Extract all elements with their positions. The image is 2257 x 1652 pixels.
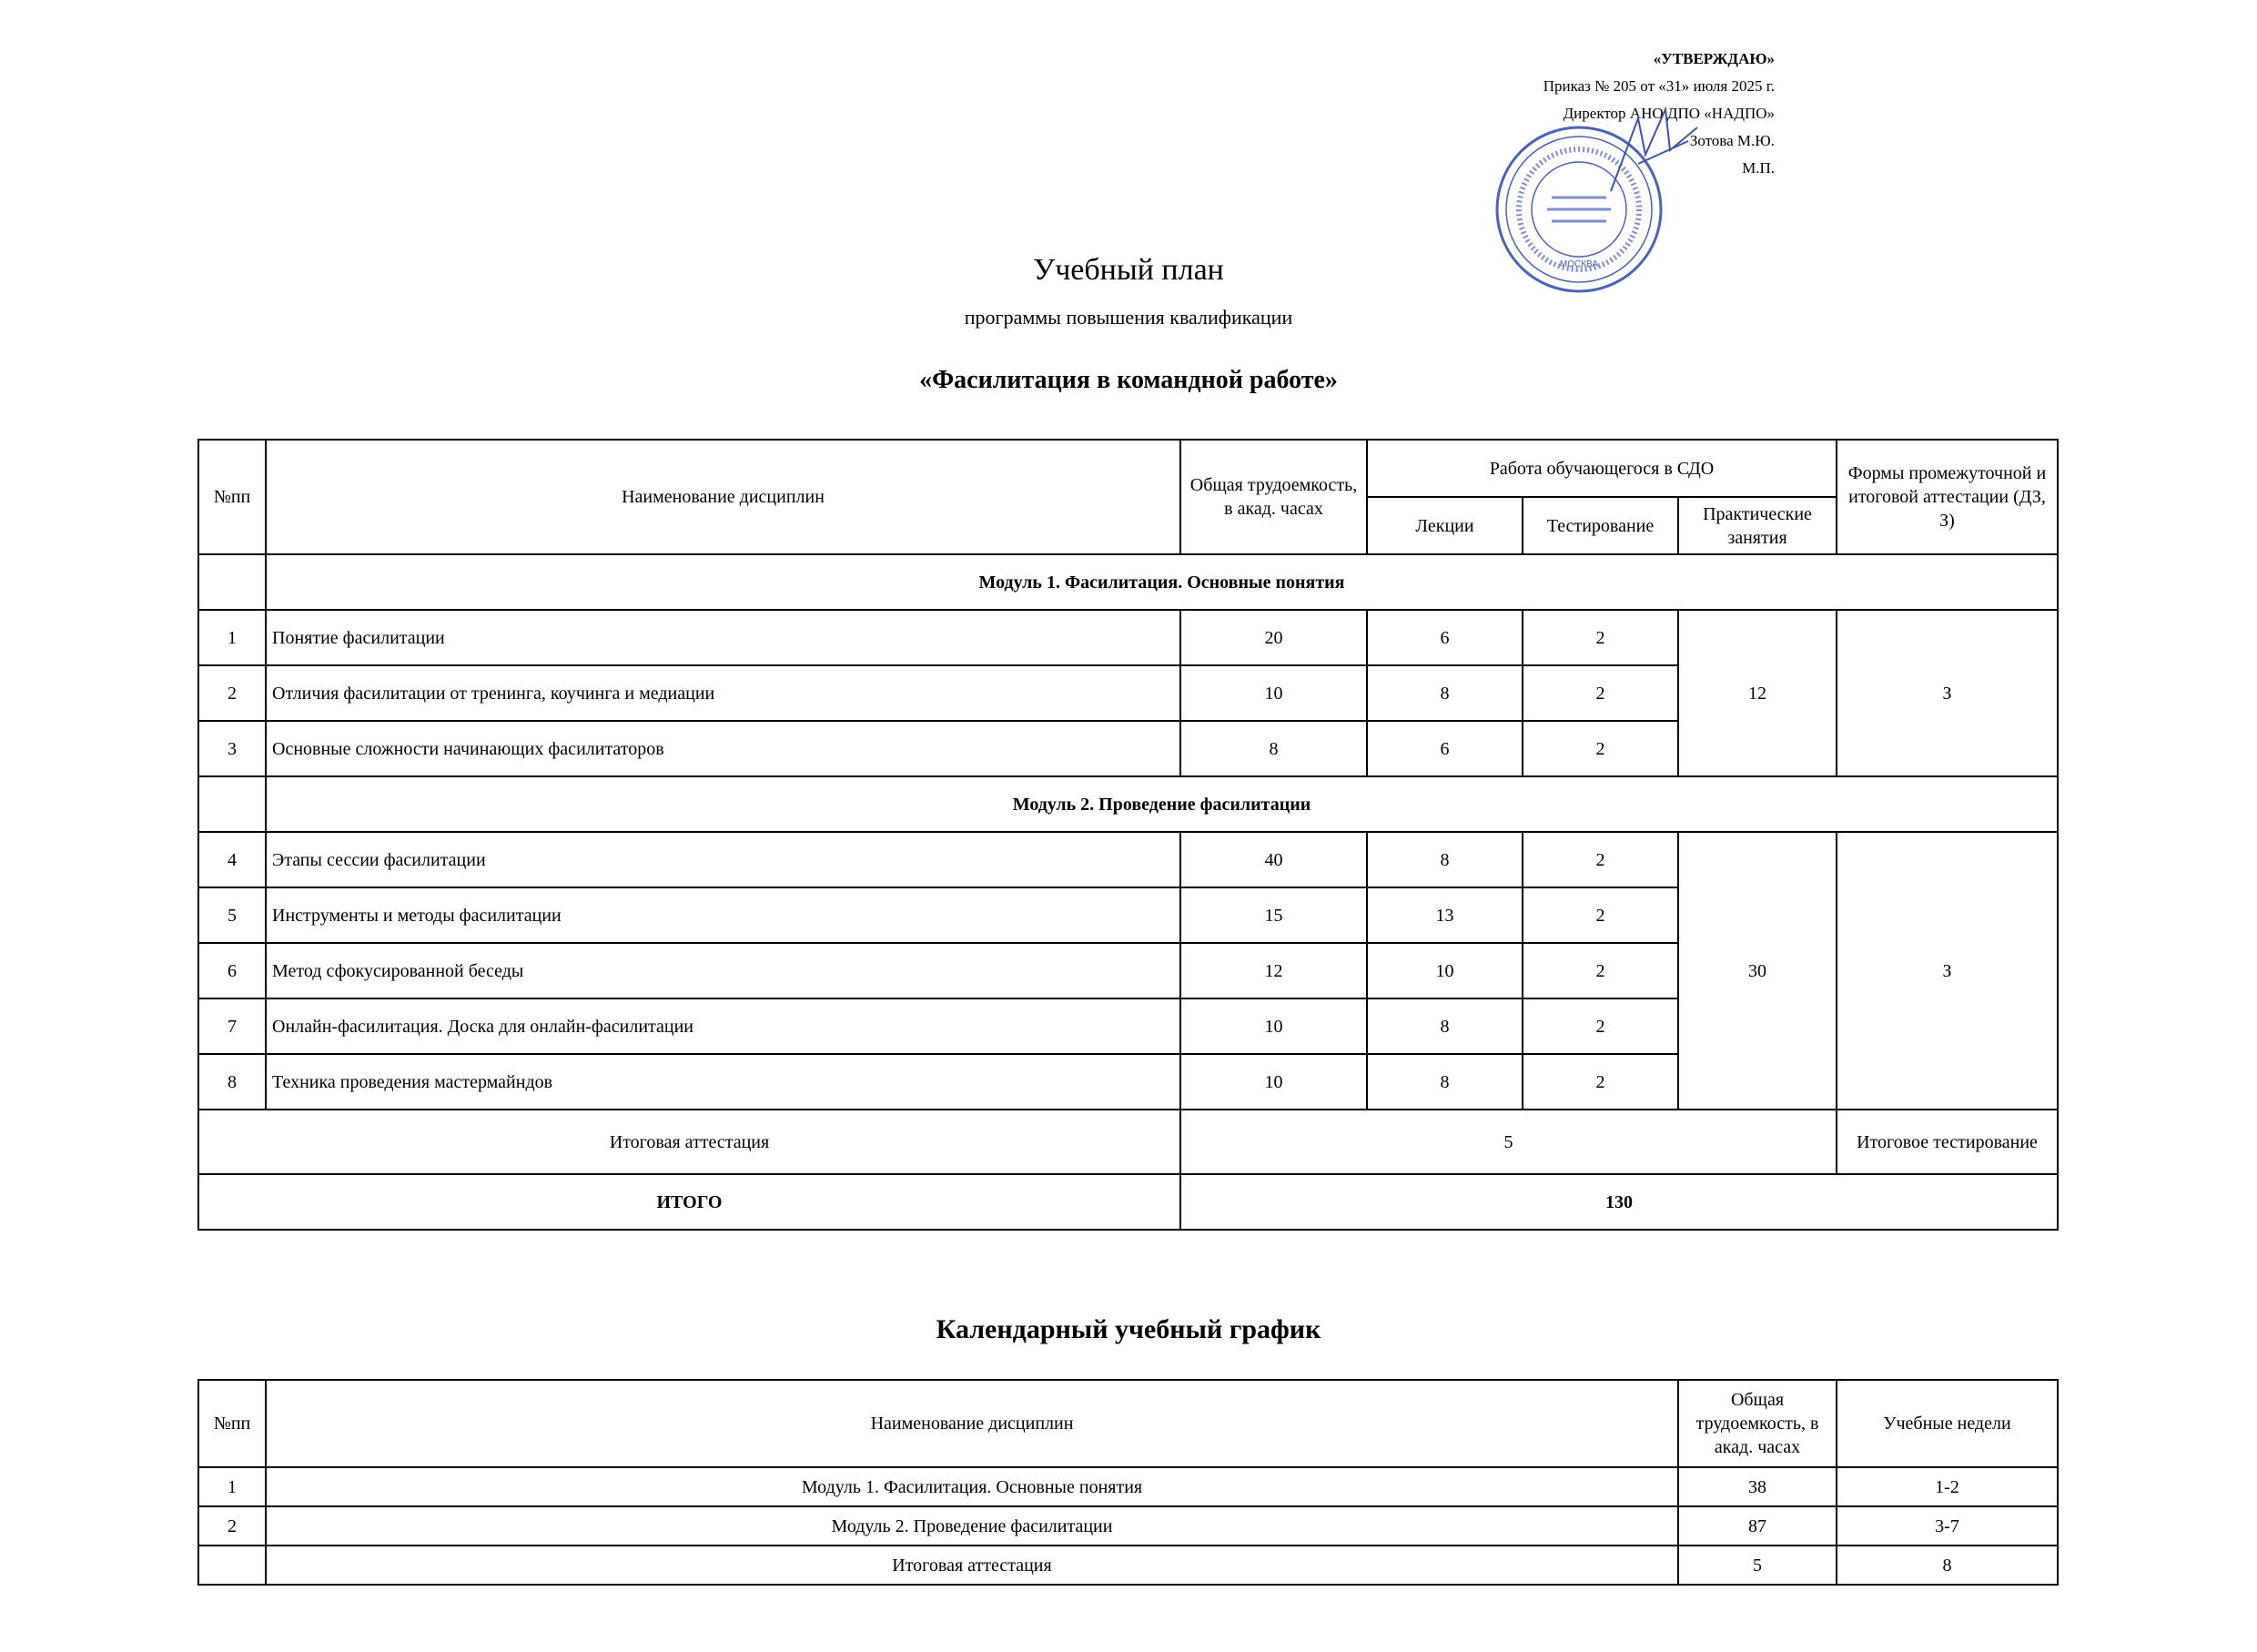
row-hours: 10 bbox=[1180, 1054, 1367, 1110]
row-num: 2 bbox=[198, 665, 266, 721]
module-title: Модуль 2. Проведение фасилитации bbox=[266, 776, 2058, 832]
schedule-row bbox=[198, 1546, 2058, 1585]
schedule-row-name: Модуль 1. Фасилитация. Основные понятия bbox=[266, 1467, 1678, 1506]
module-practice: 12 bbox=[1678, 610, 1837, 776]
schedule-row-num bbox=[198, 1546, 266, 1585]
study-plan-table bbox=[197, 439, 2059, 1231]
approval-name: Зотова М.Ю. bbox=[1689, 132, 1775, 149]
schedule-title: Календарный учебный график bbox=[936, 1314, 1321, 1344]
row-hours: 10 bbox=[1180, 665, 1367, 721]
row-num: 7 bbox=[198, 998, 266, 1054]
header-lectures: Лекции bbox=[1367, 497, 1523, 554]
row-lectures: 8 bbox=[1367, 832, 1523, 887]
row-hours: 10 bbox=[1180, 998, 1367, 1054]
approval-seal-place: М.П. bbox=[1742, 159, 1775, 177]
schedule-row-name: Модуль 2. Проведение фасилитации bbox=[266, 1506, 1678, 1546]
row-testing: 2 bbox=[1523, 665, 1678, 721]
row-testing: 2 bbox=[1523, 887, 1678, 943]
row-name: Этапы сессии фасилитации bbox=[266, 832, 1180, 887]
module-form: З bbox=[1837, 832, 2058, 1110]
schedule-table bbox=[197, 1379, 2059, 1586]
row-testing: 2 bbox=[1523, 1054, 1678, 1110]
schedule-header-name: Наименование дисциплин bbox=[266, 1380, 1678, 1467]
schedule-row-weeks: 3-7 bbox=[1837, 1506, 2058, 1546]
row-testing: 2 bbox=[1523, 832, 1678, 887]
schedule-header-hours: Общая трудоемкость, в акад. часах bbox=[1678, 1380, 1837, 1467]
table-row bbox=[198, 610, 2058, 665]
header-forms: Формы промежуточной и итоговой аттестации (ДЗ, З) bbox=[1837, 440, 2058, 554]
document-title: Учебный план bbox=[1033, 253, 1224, 287]
final-attestation-row bbox=[198, 1110, 2058, 1174]
row-hours: 8 bbox=[1180, 721, 1367, 776]
schedule-row-hours: 5 bbox=[1678, 1546, 1837, 1585]
row-hours: 20 bbox=[1180, 610, 1367, 665]
stamp-city: МОСКВА bbox=[1559, 259, 1599, 269]
header-hours: Общая трудоемкость, в акад. часах bbox=[1180, 440, 1367, 554]
total-row bbox=[198, 1174, 2058, 1230]
header-num: №пп bbox=[198, 440, 266, 554]
row-lectures: 8 bbox=[1367, 998, 1523, 1054]
total-label: ИТОГО bbox=[198, 1174, 1180, 1230]
document-subtitle: программы повышения квалификации bbox=[964, 306, 1293, 329]
module-form: З bbox=[1837, 610, 2058, 776]
header-practice: Практические занятия bbox=[1678, 497, 1837, 554]
final-hours: 5 bbox=[1180, 1110, 1837, 1174]
approval-director: Директор АНО ДПО «НАДПО» bbox=[1563, 105, 1775, 122]
schedule-row bbox=[198, 1506, 2058, 1546]
row-hours: 40 bbox=[1180, 832, 1367, 887]
schedule-header-row bbox=[198, 1380, 2058, 1467]
row-testing: 2 bbox=[1523, 943, 1678, 998]
row-num: 6 bbox=[198, 943, 266, 998]
row-num: 4 bbox=[198, 832, 266, 887]
schedule-row-num: 1 bbox=[198, 1467, 266, 1506]
row-testing: 2 bbox=[1523, 721, 1678, 776]
row-testing: 2 bbox=[1523, 610, 1678, 665]
row-name: Метод сфокусированной беседы bbox=[266, 943, 1180, 998]
row-num: 1 bbox=[198, 610, 266, 665]
row-name: Отличия фасилитации от тренинга, коучинга и медиации bbox=[266, 665, 1180, 721]
schedule-row bbox=[198, 1467, 2058, 1506]
row-num: 3 bbox=[198, 721, 266, 776]
final-label: Итоговая аттестация bbox=[198, 1110, 1180, 1174]
row-lectures: 13 bbox=[1367, 887, 1523, 943]
program-title: «Фасилитация в командной работе» bbox=[919, 366, 1338, 394]
row-num: 5 bbox=[198, 887, 266, 943]
approval-order: Приказ № 205 от «31» июля 2025 г. bbox=[1543, 77, 1775, 95]
row-lectures: 10 bbox=[1367, 943, 1523, 998]
schedule-header-num: №пп bbox=[198, 1380, 266, 1467]
table-row bbox=[198, 832, 2058, 887]
schedule-row-weeks: 1-2 bbox=[1837, 1467, 2058, 1506]
schedule-header-weeks: Учебные недели bbox=[1837, 1380, 2058, 1467]
row-hours: 15 bbox=[1180, 887, 1367, 943]
schedule-row-hours: 87 bbox=[1678, 1506, 1837, 1546]
row-num: 8 bbox=[198, 1054, 266, 1110]
header-name: Наименование дисциплин bbox=[266, 440, 1180, 554]
table-header-row bbox=[198, 440, 2058, 497]
row-name: Техника проведения мастермайндов bbox=[266, 1054, 1180, 1110]
module-row bbox=[198, 776, 2058, 832]
row-lectures: 6 bbox=[1367, 721, 1523, 776]
row-testing: 2 bbox=[1523, 998, 1678, 1054]
total-hours: 130 bbox=[1180, 1174, 2058, 1230]
header-testing: Тестирование bbox=[1523, 497, 1678, 554]
schedule-row-weeks: 8 bbox=[1837, 1546, 2058, 1585]
module-row bbox=[198, 554, 2058, 610]
row-name: Онлайн-фасилитация. Доска для онлайн-фасилитации bbox=[266, 998, 1180, 1054]
schedule-row-hours: 38 bbox=[1678, 1467, 1837, 1506]
module-title: Модуль 1. Фасилитация. Основные понятия bbox=[266, 554, 2058, 610]
module-practice: 30 bbox=[1678, 832, 1837, 1110]
row-name: Инструменты и методы фасилитации bbox=[266, 887, 1180, 943]
approval-heading: «УТВЕРЖДАЮ» bbox=[1653, 50, 1775, 67]
row-lectures: 6 bbox=[1367, 610, 1523, 665]
schedule-row-num: 2 bbox=[198, 1506, 266, 1546]
row-hours: 12 bbox=[1180, 943, 1367, 998]
row-lectures: 8 bbox=[1367, 665, 1523, 721]
row-name: Понятие фасилитации bbox=[266, 610, 1180, 665]
signature-mark bbox=[1602, 100, 1711, 200]
header-work: Работа обучающегося в СДО bbox=[1367, 440, 1837, 497]
row-lectures: 8 bbox=[1367, 1054, 1523, 1110]
schedule-row-name: Итоговая аттестация bbox=[266, 1546, 1678, 1585]
final-form: Итоговое тестирование bbox=[1837, 1110, 2058, 1174]
row-name: Основные сложности начинающих фасилитаторов bbox=[266, 721, 1180, 776]
